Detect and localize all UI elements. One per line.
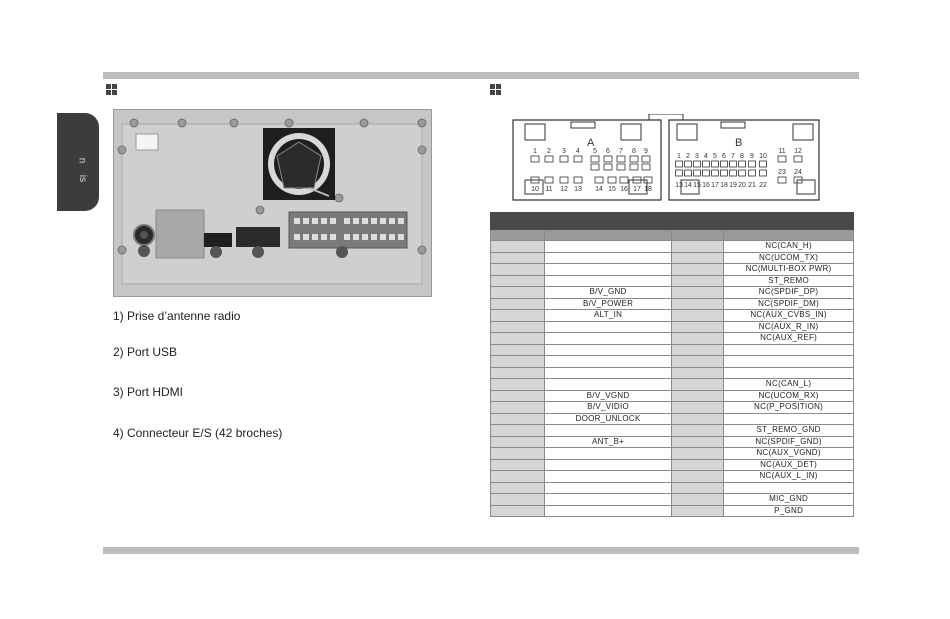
table-cell [491,310,545,322]
pin-socket [574,177,582,183]
pin-number: 4 [704,153,708,160]
pin-number: 2 [686,153,690,160]
table-cell [491,333,545,345]
pin-socket [591,164,599,170]
pin-socket [730,170,737,176]
pin-number: 13 [574,186,582,193]
pin-socket [685,161,692,167]
table-row [491,321,854,333]
table-cell [491,390,545,402]
table-cell [491,471,545,483]
pin-number: 22 [759,182,767,189]
table-cell [491,298,545,310]
pin-socket [676,161,683,167]
table-cell [491,459,545,471]
connector-key [721,122,745,128]
rear-panel-image [113,109,432,297]
table-cell: ANT_B+ [544,436,672,448]
pin-number: 11 [545,186,553,193]
pin-number: 23 [778,169,786,176]
pin-number: 3 [562,148,566,155]
table-row [491,264,854,276]
table-cell [544,482,672,494]
pin-number: 9 [750,153,754,160]
connector-a-label: A [587,137,595,149]
pin-socket [595,177,603,183]
table-cell [491,448,545,460]
pin-socket [591,156,599,162]
pin-number: 2 [547,148,551,155]
pin-socket [703,161,710,167]
pin-assignment-table [490,212,854,517]
list-item: 4) Connecteur E/S (42 broches) [113,426,283,440]
connector-key [677,124,697,140]
table-cell [544,505,672,517]
table-cell [672,275,724,287]
table-cell [544,264,672,276]
pin-number: 1 [677,153,681,160]
table-cell: P_GND [724,505,854,517]
connector-b-label: B [735,137,743,149]
pin-socket [749,170,756,176]
table-cell [672,333,724,345]
pin-socket [712,170,719,176]
connector-latch [649,114,683,120]
pin-socket [703,170,710,176]
table-row [491,471,854,483]
pin-number: 14 [595,186,603,193]
connector-key [797,180,815,194]
table-cell [491,241,545,253]
table-row [491,367,854,379]
table-cell: NC(SPDIF_DP) [724,287,854,299]
table-cell [672,459,724,471]
table-cell [544,367,672,379]
table-cell [544,241,672,253]
connector-key [793,124,813,140]
pin-number: 11 [778,148,786,155]
pin-socket [721,170,728,176]
language-side-tab [57,113,99,211]
table-row [491,390,854,402]
table-cell [672,356,724,368]
table-cell [544,425,672,437]
table-cell [724,356,854,368]
pin-number: 3 [695,153,699,160]
pin-number: 20 [738,182,746,189]
table-cell: B/V_POWER [544,298,672,310]
pin-socket [617,156,625,162]
table-row [491,436,854,448]
table-cell [491,505,545,517]
pin-number: 18 [644,186,652,193]
pin-number: 21 [748,182,756,189]
table-header [491,213,854,230]
bottom-rule [103,547,859,554]
table-cell [672,505,724,517]
table-cell [544,344,672,356]
pin-socket [642,156,650,162]
pin-number: 16 [620,186,628,193]
table-cell [724,367,854,379]
table-cell [672,402,724,414]
pin-socket [760,161,767,167]
pin-socket [604,156,612,162]
table-row [491,241,854,253]
table-cell [672,264,724,276]
pin-socket [712,161,719,167]
table-cell [491,264,545,276]
table-cell: DOOR_UNLOCK [544,413,672,425]
pin-number: 6 [606,148,610,155]
pin-number: 9 [644,148,648,155]
table-cell [672,241,724,253]
table-cell: NC(AUX_CVBS_IN) [724,310,854,322]
pin-number: 15 [693,182,701,189]
table-cell: NC(CAN_H) [724,241,854,253]
pin-number: 13 [675,182,683,189]
pin-socket [574,156,582,162]
table-row [491,505,854,517]
table-cell [672,287,724,299]
table-cell [672,344,724,356]
pin-socket [545,177,553,183]
table-cell: MIC_GND [724,494,854,506]
pin-number: 19 [729,182,737,189]
pin-socket [694,161,701,167]
top-rule [103,72,859,79]
pin-socket [560,177,568,183]
pin-number: 24 [794,169,802,176]
pin-socket [721,161,728,167]
pin-socket [730,161,737,167]
pin-number: 17 [633,186,641,193]
table-cell [544,494,672,506]
table-cell: NC(UCOM_RX) [724,390,854,402]
pin-number: 5 [593,148,597,155]
pin-number: 10 [531,186,539,193]
table-row [491,402,854,414]
table-cell [672,413,724,425]
pin-socket [604,164,612,170]
pin-socket [685,170,692,176]
table-cell: ST_REMO [724,275,854,287]
table-cell [491,402,545,414]
table-cell: B/V_VGND [544,390,672,402]
pin-socket [778,156,786,162]
table-cell [544,321,672,333]
table-cell [724,344,854,356]
table-cell [544,459,672,471]
table-cell: B/V_GND [544,287,672,299]
pin-number: 6 [722,153,726,160]
pin-socket [739,170,746,176]
table-cell: B/V_VIDIO [544,402,672,414]
table-cell: NC(MULTI-BOX PWR) [724,264,854,276]
table-cell [544,448,672,460]
table-row [491,310,854,322]
table-cell [672,367,724,379]
table-row [491,275,854,287]
table-cell [544,333,672,345]
side-tab-text: n [76,157,88,164]
pin-socket [531,156,539,162]
pin-number: 18 [720,182,728,189]
table-header [724,230,854,241]
table-cell: NC(AUX_L_IN) [724,471,854,483]
table-header [672,230,724,241]
table-cell [491,379,545,391]
table-header [491,230,545,241]
connector-key [621,124,641,140]
pin-number: 10 [759,153,767,160]
table-cell [491,367,545,379]
table-cell: ST_REMO_GND [724,425,854,437]
table-cell [724,413,854,425]
table-cell [672,298,724,310]
table-cell [672,252,724,264]
pin-number: 14 [684,182,692,189]
pin-number: 15 [608,186,616,193]
table-cell [491,482,545,494]
table-cell [544,379,672,391]
pin-socket [676,170,683,176]
table-cell [672,494,724,506]
side-tab-text: is [77,174,89,183]
connector-key [571,122,595,128]
list-item: 1) Prise d’antenne radio [113,309,241,323]
table-cell [672,482,724,494]
table-cell [672,310,724,322]
table-cell [672,379,724,391]
table-cell [672,425,724,437]
table-row [491,298,854,310]
table-cell [491,252,545,264]
table-cell [672,321,724,333]
pin-socket [617,164,625,170]
pin-socket [760,170,767,176]
connector-key [525,124,545,140]
pin-socket [749,161,756,167]
pin-socket [560,156,568,162]
pin-number: 8 [632,148,636,155]
table-cell [491,344,545,356]
grid-icon [106,84,117,95]
connector-diagram [511,114,821,202]
table-row [491,425,854,437]
pin-number: 16 [702,182,710,189]
table-cell [724,482,854,494]
pin-socket [694,170,701,176]
table-cell [491,436,545,448]
grid-icon [490,84,501,95]
pin-number: 17 [711,182,719,189]
pin-number: 12 [560,186,568,193]
pin-socket [545,156,553,162]
table-header [544,230,672,241]
table-cell [491,356,545,368]
pin-socket [778,177,786,183]
table-row [491,344,854,356]
table-cell: NC(SPDIF_DM) [724,298,854,310]
table-cell [672,390,724,402]
table-row [491,333,854,345]
pin-number: 4 [576,148,580,155]
table-row [491,482,854,494]
table-cell [491,494,545,506]
table-cell: NC(P_POSITION) [724,402,854,414]
table-cell: NC(SPDIF_GND) [724,436,854,448]
table-cell [544,252,672,264]
table-cell [491,275,545,287]
table-cell [672,436,724,448]
pin-socket [630,164,638,170]
table-cell [544,356,672,368]
table-row [491,494,854,506]
pin-number: 7 [731,153,735,160]
table-row [491,448,854,460]
table-cell [672,471,724,483]
table-cell [491,287,545,299]
table-cell [491,413,545,425]
list-item: 3) Port HDMI [113,385,184,399]
table-cell: NC(AUX_VGND) [724,448,854,460]
table-row [491,413,854,425]
table-cell: NC(AUX_REF) [724,333,854,345]
pin-number: 1 [533,148,537,155]
table-row [491,459,854,471]
table-cell [491,321,545,333]
table-cell: NC(UCOM_TX) [724,252,854,264]
table-row [491,379,854,391]
pin-number: 5 [713,153,717,160]
pin-socket [642,164,650,170]
table-cell [672,448,724,460]
pin-socket [739,161,746,167]
table-cell: ALT_IN [544,310,672,322]
pin-socket [630,156,638,162]
pin-socket [608,177,616,183]
table-cell [491,425,545,437]
table-row [491,252,854,264]
table-cell: NC(CAN_L) [724,379,854,391]
pin-number: 12 [794,148,802,155]
table-cell [544,275,672,287]
table-cell: NC(AUX_DET) [724,459,854,471]
pin-number: 8 [740,153,744,160]
list-item: 2) Port USB [113,345,178,359]
table-cell: NC(AUX_R_IN) [724,321,854,333]
pin-socket [794,156,802,162]
pin-socket [620,177,628,183]
table-cell [544,471,672,483]
pin-number: 7 [619,148,623,155]
table-row [491,356,854,368]
table-row [491,287,854,299]
